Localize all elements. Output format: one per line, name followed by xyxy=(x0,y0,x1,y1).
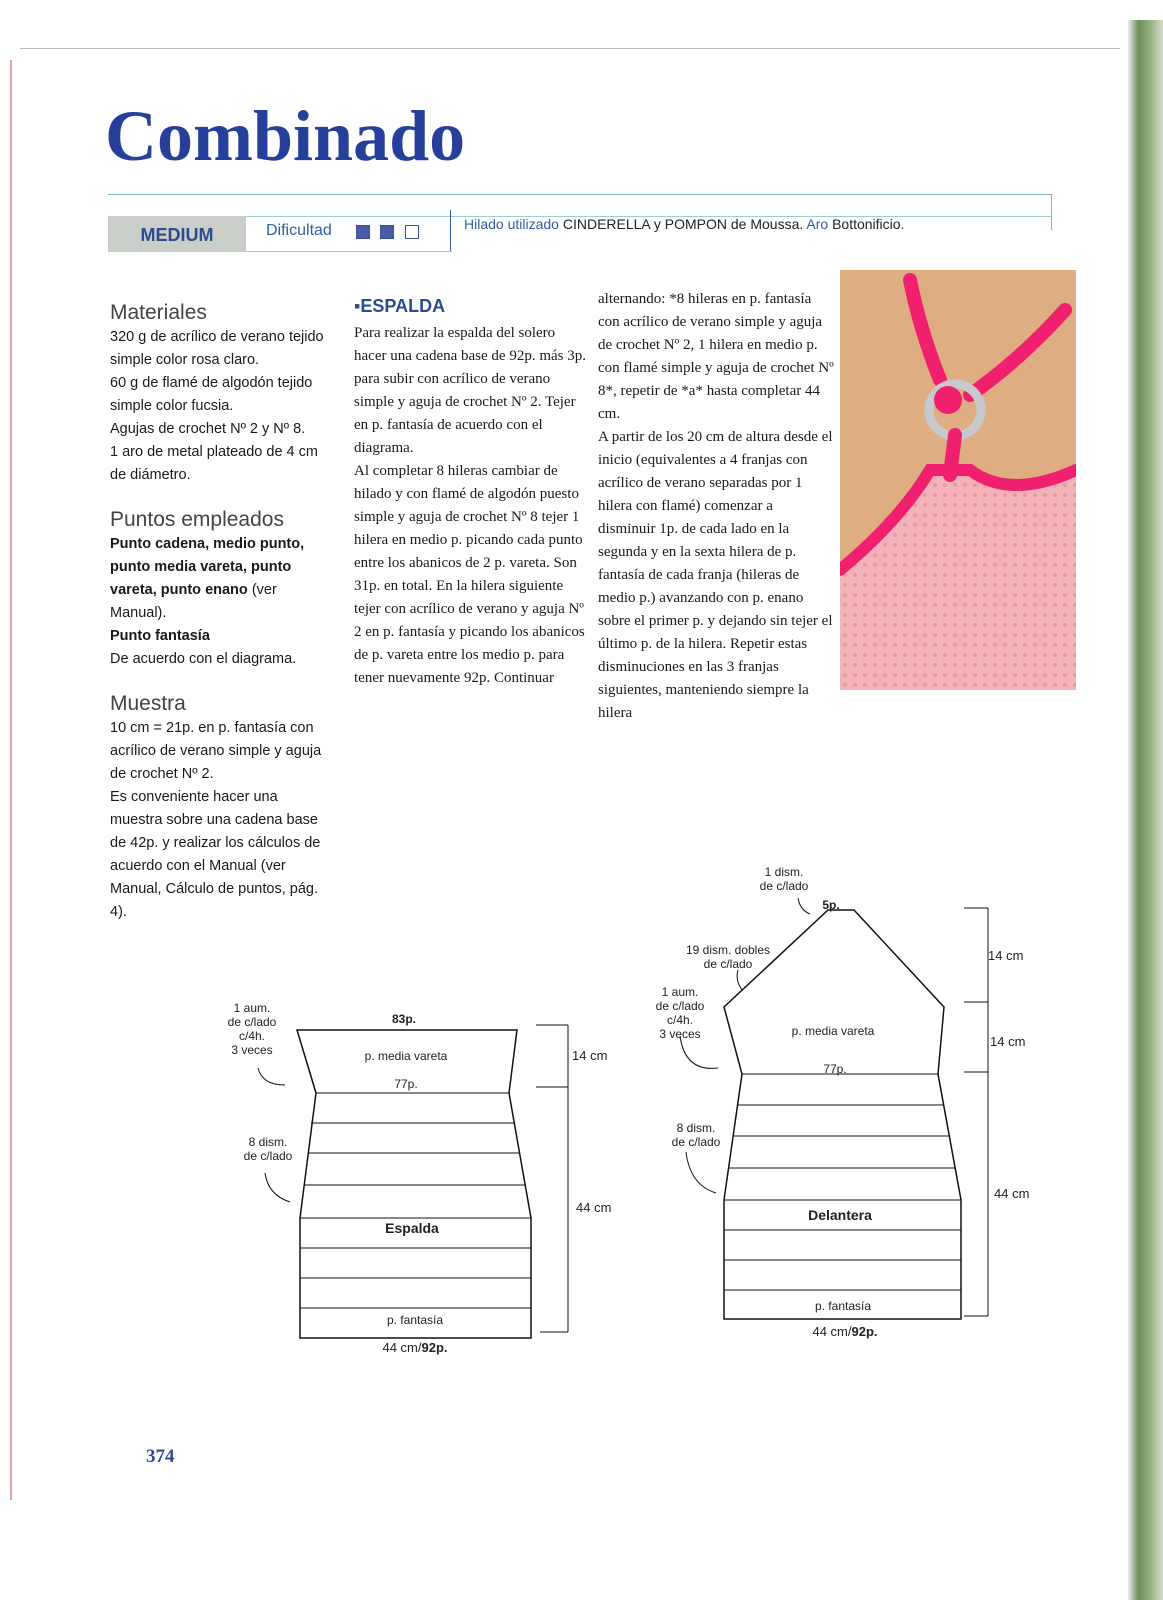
yarn-info xyxy=(464,216,904,232)
diagram-front xyxy=(656,865,1030,1339)
materials-line: 1 aro de metal plateado de 4 cm de diámetro. xyxy=(110,444,318,483)
sample-line: Es conveniente hacer una muestra sobre una cadena base de 42p. y realizar los cálculos de acuerdo con el Manual (ver Manual, Cálculo de puntos, pág. 4). xyxy=(110,789,321,920)
materials-line: Agujas de crochet Nº 2 y Nº 8. xyxy=(110,421,306,437)
front-dim-3: 44 cm xyxy=(994,1186,1030,1201)
difficulty-square-empty-icon xyxy=(405,225,419,239)
top-divider xyxy=(20,48,1120,49)
level-badge: MEDIUM xyxy=(108,216,246,252)
back-dim-bottom: 44 cm xyxy=(576,1200,612,1215)
stitches-heading: Puntos empleados xyxy=(110,508,284,531)
back-inc-note: 1 aum. xyxy=(233,1001,271,1015)
front-mid-count: 77p. xyxy=(823,1062,847,1076)
front-dec-note: 8 dism. xyxy=(676,1121,716,1135)
front-inc-note: c/4h. xyxy=(666,1013,694,1027)
page-title: Combinado xyxy=(105,96,466,176)
back-inc-note: 3 veces xyxy=(231,1043,273,1057)
espalda-paragraph: Al completar 8 hileras cambiar de hilado y con flamé de algodón puesto simple y aguja de crochet Nº 8 tejer 1 hilera en medio p. picando cada punto entre los abanicos de 2 p. vareta. Son 31p. en total. En la hilera siguiente tejer con acrílico de verano y aguja Nº 2 en p. fantasía y picando los abanicos de p. vareta entre los medio p. para tener nuevamente 92p. Continuar xyxy=(354,463,585,686)
front-inc-note: de c/lado xyxy=(655,999,705,1013)
page-number: 374 xyxy=(146,1446,175,1467)
fantasy-text: De acuerdo con el diagrama. xyxy=(110,651,297,667)
back-inc-note: c/4h. xyxy=(238,1029,266,1043)
front-inc-note: 3 veces xyxy=(659,1027,701,1041)
materials-line: 60 g de flamé de algodón tejido simple color fucsia. xyxy=(110,375,313,414)
espalda-paragraph: Para realizar la espalda del solero hacer una cadena base de 92p. más 3p. para subir con acrílico de verano simple y aguja de crochet Nº 2. Tejer en p. fantasía de acuerdo con el diagrama. xyxy=(354,325,586,456)
back-width: 44 cm/92p. xyxy=(382,1340,448,1355)
back-mid-count: 77p. xyxy=(394,1077,418,1091)
fantasy-heading: Punto fantasía xyxy=(110,628,210,644)
back-dim-top: 14 cm xyxy=(572,1048,608,1063)
espalda-heading: ▪ESPALDA xyxy=(354,296,446,316)
materials-line: 320 g de acrílico de verano tejido simple color rosa claro. xyxy=(110,329,324,368)
front-dim-1: 14 cm xyxy=(988,948,1024,963)
stitches-list: Punto cadena, medio punto, punto media vareta, punto vareta, punto enano xyxy=(110,536,305,598)
difficulty-square-filled-icon xyxy=(356,225,370,239)
front-slope-note: de c/lado xyxy=(703,957,753,971)
sample-line: 10 cm = 21p. en p. fantasía con acrílico de verano simple y aguja de crochet Nº 2. xyxy=(110,720,322,782)
materials-heading: Materiales xyxy=(110,301,207,324)
back-name: Espalda xyxy=(385,1220,439,1236)
back-upper-label: p. media vareta xyxy=(364,1049,448,1063)
pattern-diagrams xyxy=(0,840,1080,1400)
front-tip-note: de c/lado xyxy=(759,879,809,893)
info-bar xyxy=(108,194,1052,256)
sample-heading: Muestra xyxy=(110,692,186,715)
back-dec-note: de c/lado xyxy=(243,1149,293,1163)
back-inc-note: de c/lado xyxy=(227,1015,277,1029)
right-column xyxy=(598,288,834,725)
espalda-heading-text: ESPALDA xyxy=(360,296,446,316)
difficulty-square-filled-icon xyxy=(380,225,394,239)
yarn-value: CINDERELLA y POMPON de Moussa. xyxy=(562,216,804,232)
front-dec-note: de c/lado xyxy=(671,1135,721,1149)
front-tip-note: 1 dism. xyxy=(764,865,804,879)
ring-value: Bottonificio. xyxy=(832,216,905,232)
middle-column xyxy=(354,295,589,690)
diagram-back xyxy=(228,1001,612,1355)
difficulty-label: Dificultad xyxy=(266,222,332,239)
front-bottom-label: p. fantasía xyxy=(814,1299,872,1313)
garment-photo xyxy=(840,270,1076,690)
left-column xyxy=(110,300,332,924)
front-inc-note: 1 aum. xyxy=(661,985,699,999)
page-edge-decoration xyxy=(1128,20,1163,1600)
front-name: Delantera xyxy=(808,1207,872,1223)
back-dec-note: 8 dism. xyxy=(248,1135,288,1149)
back-bottom-label: p. fantasía xyxy=(386,1313,444,1327)
front-width: 44 cm/92p. xyxy=(812,1324,878,1339)
front-upper-label: p. media vareta xyxy=(791,1024,875,1038)
continuation-paragraph: alternando: *8 hileras en p. fantasía con acrílico de verano simple y aguja de crochet Nº 2, 1 hilera en medio p. con flamé simple y aguja de crochet Nº 8*, repetir de *a* hasta completar 44 cm. xyxy=(598,291,834,422)
yarn-label: Hilado utilizado xyxy=(464,216,559,232)
ring-label: Aro xyxy=(806,216,829,232)
stitches-note: (ver Manual). xyxy=(110,582,277,621)
back-top-count: 83p. xyxy=(391,1012,417,1026)
front-dim-2: 14 cm xyxy=(990,1034,1026,1049)
front-slope-note: 19 dism. dobles xyxy=(685,943,771,957)
continuation-paragraph: A partir de los 20 cm de altura desde el inicio (equivalentes a 4 franjas con acrílico de verano separadas por 1 hilera con flamé) comenzar a disminuir 1p. de cada lado en la segunda y en la sexta hilera de p. fantasía de cada franja (hileras de medio p.) avanzando con p. enano sobre el primer p. y dejando sin tejer el último p. de la hilera. Repetir estas disminuciones en las 3 franjas siguientes, manteniendo siempre la hilera xyxy=(598,429,833,721)
front-tip-count: 5p. xyxy=(822,898,840,912)
